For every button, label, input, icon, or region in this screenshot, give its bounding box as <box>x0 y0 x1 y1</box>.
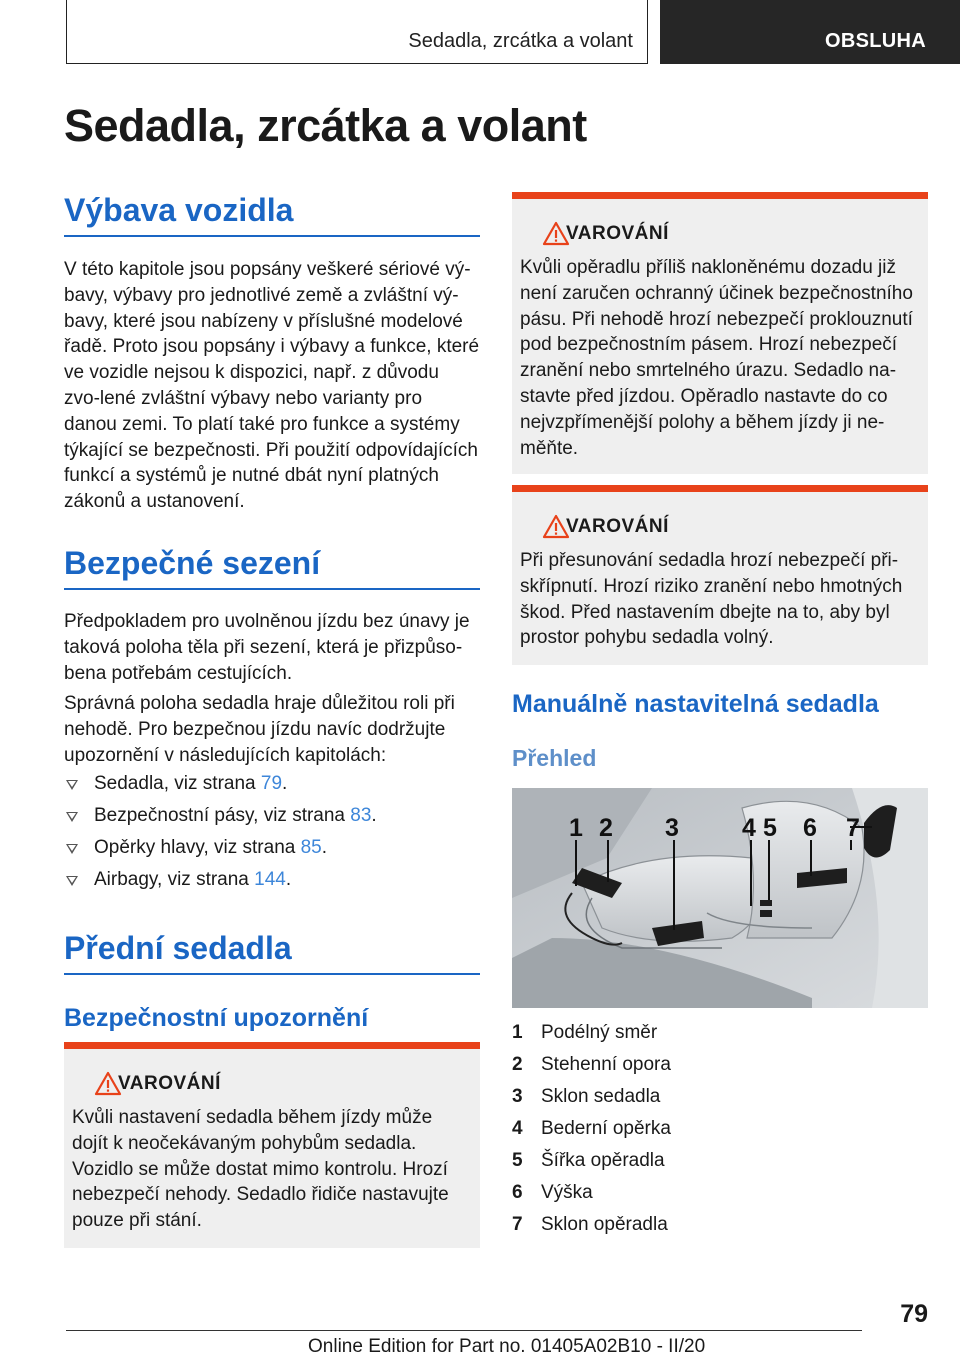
vybava-text: V této kapitole jsou popsány veškeré sériové vý-bavy, výbavy pro jednotlivé země a zvláštní vý-bavy, které jsou nabízeny v příslušné modelové řadě. Proto jsou popsány i výbavy a funkce, které ve vozidle nejsou k dispozici, např. z důvodu zvo-lené zvláštní výbavy nebo varianty pro danou zemi. To platí také pro funkce a systémy týkající se bezpečnosti. Při použití odpovídajících funkcí a systémů je nutné dbát nyní platných zákonů a ustanovení. <box>64 259 480 513</box>
legend-item <box>512 1177 928 1209</box>
legend-label: Bederní opěrka <box>541 1118 671 1139</box>
heading-vybava: Výbava vozidla <box>64 192 480 237</box>
triangle-bullet-icon <box>66 844 78 854</box>
warning-text: Kvůli nastavení sedadla během jízdy může dojít k neočekávaným pohybům sedadla. Vozidlo se může dostat mimo kontrolu. Hrozí nebezpečí nehody. Sedadlo řidiče nastavujte pouze při stání. <box>72 1107 449 1232</box>
warning-label: VAROVÁNÍ <box>566 223 669 244</box>
triangle-bullet-icon <box>66 780 78 790</box>
warning-text: Při přesunování sedadla hrozí nebezpečí při-skřípnutí. Hrozí riziko zranění nebo hmotných škod. Před nastavením dbejte na to, aby byl prostor pohybu sedadla volný. <box>520 550 903 649</box>
warning-header <box>520 514 920 544</box>
bullet-item: Sedadla, viz strana 79. <box>64 768 480 800</box>
warning-box <box>512 485 928 665</box>
page-link[interactable]: 85 <box>300 837 322 858</box>
warning-label: VAROVÁNÍ <box>118 1073 221 1094</box>
legend-item <box>512 1113 928 1145</box>
legend-label: Stehenní opora <box>541 1054 671 1075</box>
subheading-prehled: Přehled <box>512 745 597 771</box>
warning-box <box>64 1042 480 1248</box>
legend-label: Výška <box>541 1182 593 1203</box>
legend-number: 5 <box>512 1150 523 1171</box>
seat-illustration <box>512 788 928 1008</box>
legend-item <box>512 1209 928 1241</box>
page-number: 79 <box>900 1300 928 1328</box>
figure-number-label: 5 <box>763 814 777 842</box>
legend-item <box>512 1049 928 1081</box>
subheading-upozorneni: Bezpečnostní upozornění <box>64 1004 369 1032</box>
legend-label: Sklon opěradla <box>541 1214 668 1235</box>
header-tab <box>660 0 960 64</box>
heading-sezeni: Bezpečné sezení <box>64 545 480 590</box>
footer-divider <box>66 1330 862 1331</box>
legend-number: 1 <box>512 1022 523 1043</box>
legend-label: Podélný směr <box>541 1022 658 1043</box>
triangle-bullet-icon <box>66 876 78 886</box>
legend-number: 4 <box>512 1118 523 1139</box>
page-link[interactable]: 79 <box>260 773 283 794</box>
page-title: Sedadla, zrcátka a volant <box>64 100 587 151</box>
bullet-text: Airbagy, viz strana <box>94 869 255 890</box>
seat-adjustment-figure <box>512 788 928 1008</box>
footer-edition-text: Online Edition for Part no. 01405A02B10 - II/20 <box>308 1336 706 1357</box>
bullet-item: Opěrky hlavy, viz strana 85. <box>64 832 480 864</box>
sezeni-bullet-list <box>64 768 480 896</box>
figure-number-label: 7 <box>846 814 860 842</box>
heading-manual-seats: Manuálně nastavitelná sedadla <box>512 690 879 718</box>
footer-edition <box>308 1336 705 1358</box>
figure-number-label: 1 <box>569 814 583 842</box>
bullet-item: Bezpečnostní pásy, viz strana 83. <box>64 800 480 832</box>
warning-label: VAROVÁNÍ <box>566 516 669 537</box>
figure-number-label: 3 <box>665 814 679 842</box>
legend-number: 3 <box>512 1086 523 1107</box>
header-section-box <box>66 0 648 64</box>
sezeni-text-1: Předpokladem pro uvolněnou jízdu bez únavy je taková poloha těla při sezení, která je přizpůso-bena potřebám cestujících. <box>64 611 470 684</box>
triangle-bullet-icon <box>66 812 78 822</box>
legend-number: 6 <box>512 1182 523 1203</box>
bullet-item: Airbagy, viz strana 144. <box>64 864 480 896</box>
warning-header <box>72 1071 472 1101</box>
legend-item <box>512 1081 928 1113</box>
bullet-text: Opěrky hlavy, viz strana <box>94 837 301 858</box>
sezeni-text-2: Správná poloha sedadla hraje důležitou roli při nehodě. Pro bezpečnou jízdu navíc dodržujte upozornění v následujících kapitolách: <box>64 693 455 766</box>
figure-number-label: 4 <box>742 814 756 842</box>
warning-header <box>520 221 920 251</box>
warning-box <box>512 192 928 474</box>
legend-number: 2 <box>512 1054 523 1075</box>
legend-number: 7 <box>512 1214 523 1235</box>
bullet-text: Bezpečnostní pásy, viz strana <box>94 805 351 826</box>
page-link[interactable]: 144 <box>254 869 286 890</box>
warning-text: Kvůli opěradlu příliš nakloněnému dozadu již není zaručen ochranný účinek bezpečnostního pásu. Při nehodě hrozí nebezpečí proklouznutí pod bezpečnostním pásem. Hrozí nebezpečí zranění nebo smrtelného úrazu. Sedadlo na-stavte před jízdou. Opěradlo nastavte do co nejvzpřímenější polohy a během jízdy ji ne-měňte. <box>520 257 913 459</box>
bullet-text: Sedadla, viz strana <box>94 773 261 794</box>
figure-number-label: 2 <box>599 814 613 842</box>
figure-legend <box>512 1017 928 1241</box>
header-tab-label: OBSLUHA <box>825 30 926 52</box>
figure-number-label: 6 <box>803 814 817 842</box>
page-link[interactable]: 83 <box>350 805 372 826</box>
legend-label: Šířka opěradla <box>541 1150 665 1171</box>
legend-item <box>512 1145 928 1177</box>
heading-predni: Přední sedadla <box>64 930 480 975</box>
header-section-title: Sedadla, zrcátka a volant <box>408 30 633 52</box>
legend-item <box>512 1017 928 1049</box>
legend-label: Sklon sedadla <box>541 1086 661 1107</box>
